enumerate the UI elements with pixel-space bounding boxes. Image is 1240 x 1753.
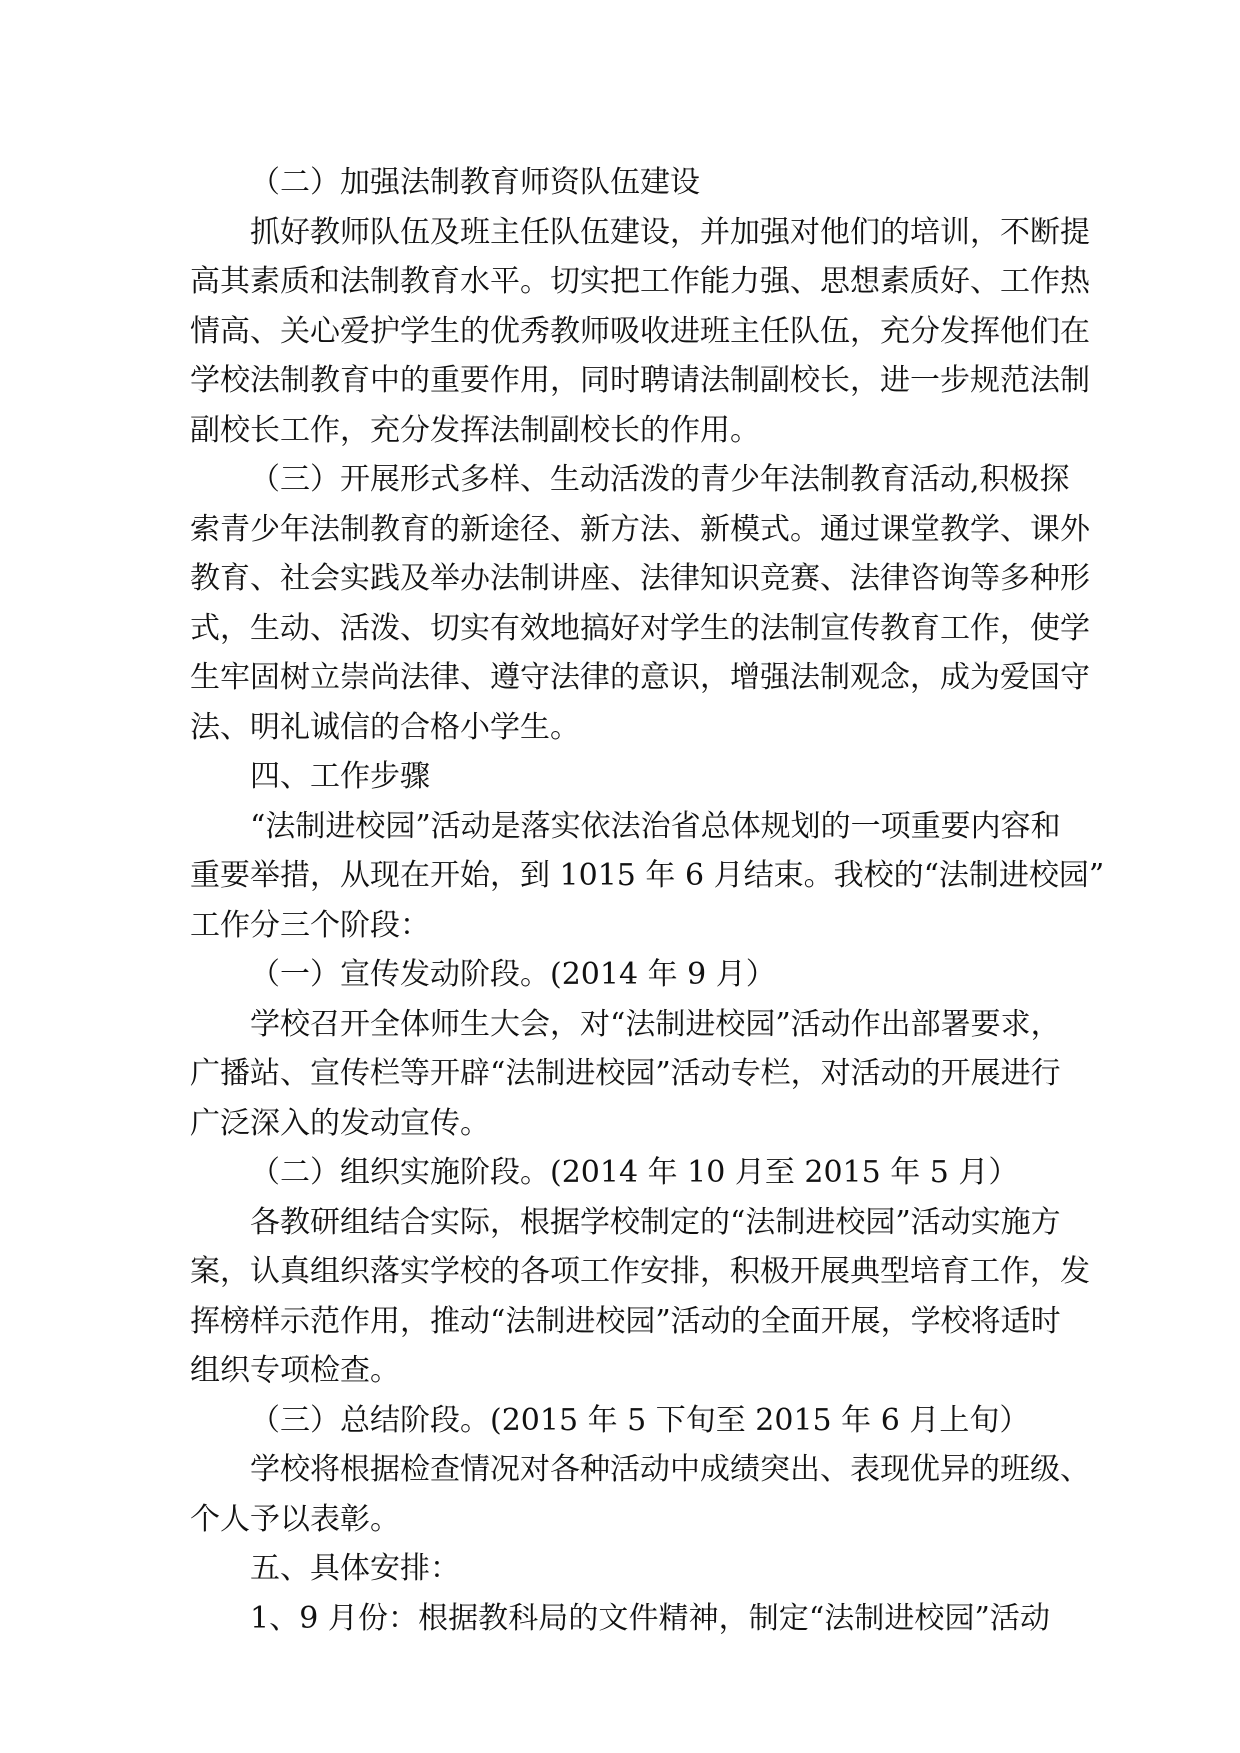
text-line: （三）开展形式多样、生动活泼的青少年法制教育活动,积极探 bbox=[250, 462, 1070, 497]
text-line: 学校法制教育中的重要作用，同时聘请法制副校长，进一步规范法制 bbox=[190, 363, 1090, 398]
text-line: （二）组织实施阶段。(2014 年 10 月至 2015 年 5 月） bbox=[250, 1155, 1019, 1190]
text-line: 式，生动、活泼、切实有效地搞好对学生的法制宣传教育工作，使学 bbox=[190, 610, 1090, 646]
stage-heading bbox=[190, 950, 1050, 1000]
text-line: 案，认真组织落实学校的各项工作安排，积极开展典型培育工作，发 bbox=[190, 1254, 1090, 1289]
body-paragraph bbox=[190, 1000, 1061, 1149]
body-paragraph bbox=[190, 802, 1105, 951]
text-line: 抓好教师队伍及班主任队伍建设，并加强对他们的培训，不断提 bbox=[250, 214, 1090, 250]
body-paragraph bbox=[190, 208, 1090, 456]
text-line: 学校召开全体师生大会，对“法制进校园”活动作出部署要求， bbox=[250, 1006, 1061, 1042]
text-line: 学校将根据检查情况对各种活动中成绩突出、表现优异的班级、 bbox=[250, 1452, 1090, 1487]
text-line: 广泛深入的发动宣传。 bbox=[190, 1105, 490, 1141]
body-paragraph bbox=[190, 1198, 1090, 1396]
text-line: 挥榜样示范作用，推动“法制进校园”活动的全面开展，学校将适时 bbox=[190, 1303, 1061, 1339]
text-line: （二）加强法制教育师资队伍建设 bbox=[250, 165, 700, 200]
text-line: 情高、关心爱护学生的优秀教师吸收进班主任队伍，充分发挥他们在 bbox=[190, 313, 1090, 349]
text-line: （三）总结阶段。(2015 年 5 下旬至 2015 年 6 月上旬） bbox=[250, 1402, 1030, 1438]
text-line: 重要举措，从现在开始，到 1015 年 6 月结束。我校的“法制进校园” bbox=[190, 858, 1105, 893]
text-line: 法、明礼诚信的合格小学生。 bbox=[190, 709, 580, 745]
section-heading bbox=[190, 752, 1050, 802]
text-line: 教育、社会实践及举办法制讲座、法律知识竞赛、法律咨询等多种形 bbox=[190, 561, 1090, 596]
text-line: 高其素质和法制教育水平。切实把工作能力强、思想素质好、工作热 bbox=[190, 264, 1090, 299]
text-line: 生牢固树立崇尚法律、遵守法律的意识，增强法制观念，成为爱国守 bbox=[190, 660, 1090, 695]
text-line: （一）宣传发动阶段。(2014 年 9 月） bbox=[250, 957, 776, 992]
body-paragraph bbox=[190, 1445, 1090, 1544]
text-line: 广播站、宣传栏等开辟“法制进校园”活动专栏，对活动的开展进行 bbox=[190, 1056, 1061, 1091]
text-line: 组织专项检查。 bbox=[190, 1353, 400, 1388]
section-heading bbox=[190, 158, 1050, 208]
text-line: 个人予以表彰。 bbox=[190, 1501, 400, 1537]
text-line: 工作分三个阶段： bbox=[190, 907, 430, 943]
text-line: 各教研组结合实际，根据学校制定的“法制进校园”活动实施方 bbox=[250, 1204, 1061, 1240]
document-body bbox=[190, 158, 1105, 1643]
section-heading bbox=[190, 1544, 1050, 1594]
text-line: 五、具体安排： bbox=[250, 1551, 460, 1586]
body-paragraph bbox=[190, 1594, 1050, 1644]
stage-heading bbox=[190, 1148, 1050, 1198]
text-line: 四、工作步骤 bbox=[250, 759, 430, 794]
body-paragraph bbox=[190, 455, 1090, 752]
text-line: 副校长工作，充分发挥法制副校长的作用。 bbox=[190, 412, 760, 448]
text-line: 索青少年法制教育的新途径、新方法、新模式。通过课堂教学、课外 bbox=[190, 511, 1090, 547]
stage-heading bbox=[190, 1396, 1050, 1446]
text-line: 1、9 月份：根据教科局的文件精神，制定“法制进校园”活动 bbox=[250, 1600, 1050, 1636]
text-line: “法制进校园”活动是落实依法治省总体规划的一项重要内容和 bbox=[250, 808, 1061, 844]
